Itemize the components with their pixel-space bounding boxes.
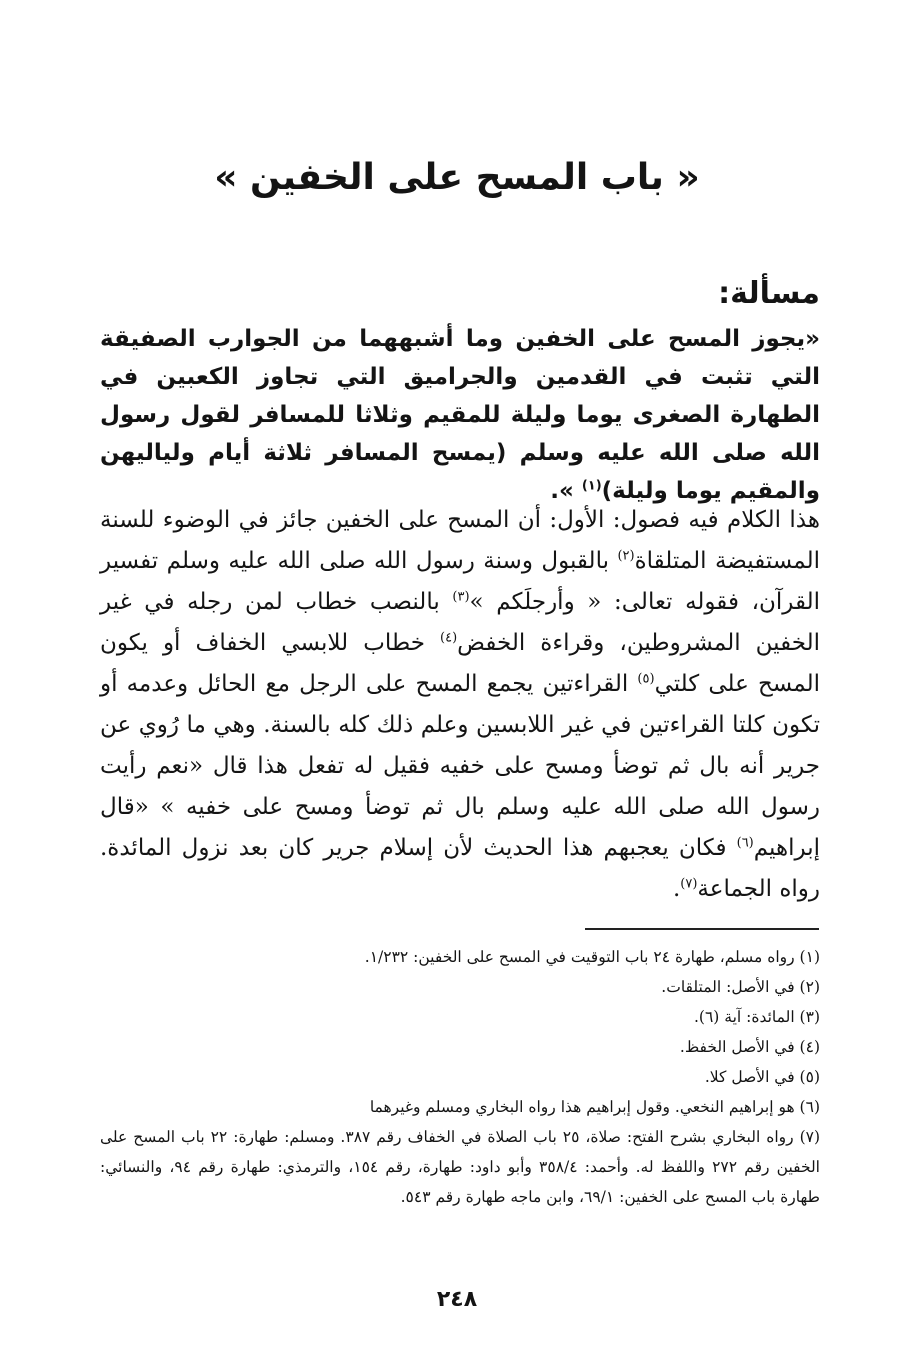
issue-label: مسألة: bbox=[718, 276, 820, 311]
footnote-ref: (٤) bbox=[440, 630, 458, 646]
chapter-title: « باب المسح على الخفين » bbox=[214, 157, 700, 198]
footnote-ref: (٦) bbox=[736, 835, 754, 851]
commentary-text: بالنصب خطاب لمن رجله في غير الخفين المشروطين، وقراءة الخفض bbox=[100, 589, 820, 656]
page-number: ٢٤٨ bbox=[436, 1287, 478, 1312]
footnote-item: (٢) في الأصل: المتلقات. bbox=[661, 978, 820, 996]
footnote-ref: (٢) bbox=[617, 548, 635, 564]
commentary-text: هذا الكلام فيه فصول: الأول: أن المسح على الخفين جائز في الوضوء للسنة المستفيضة المتلقاة bbox=[100, 507, 820, 574]
footnote-ref: (٣) bbox=[452, 589, 470, 605]
commentary-text: القراءتين يجمع المسح على الرجل مع الحائل وعدمه أو تكون كلتا القراءتين في غير اللابسين وعلم ذلك كله بالسنة. وهي ما رُوي عن جرير أنه بال ثم توضأ ومسح على خفيه فقيل له تفعل هذا قال «نعم رأيت رسول الله صلى الله عليه وسلم بال ثم توضأ ومسح على خفيه » «قال إبراهيم bbox=[100, 671, 820, 861]
main-text-body: «يجوز المسح على الخفين وما أشبههما من الجوارب الصفيقة التي تثبت في القدمين والجراميق التي تجاوز الكعبين في الطهارة الصغرى يوما وليلة للمقيم وثلاثا للمسافر لقول رسول الله صلى الله عليه وسلم (يمسح المسافر ثلاثة أيام ولياليهن والمقيم يوما وليلة) bbox=[100, 326, 820, 504]
footnotes-list bbox=[100, 942, 820, 1212]
footnote-item: (٤) في الأصل الخفظ. bbox=[679, 1038, 820, 1056]
footnote-item: (١) رواه مسلم، طهارة ٢٤ باب التوقيت في المسح على الخفين: ١/٢٣٢. bbox=[364, 948, 820, 966]
footnote-item: (٥) في الأصل كلا. bbox=[704, 1068, 820, 1086]
footnote-item: (٦) هو إبراهيم النخعي. وقول إبراهيم هذا رواه البخاري ومسلم وغيرهما bbox=[369, 1098, 820, 1116]
footnote-divider bbox=[585, 928, 819, 930]
footnote-ref: (٥) bbox=[637, 671, 655, 687]
footnote-item: (٧) رواه البخاري بشرح الفتح: صلاة، ٢٥ باب الصلاة في الخفاف رقم ٣٨٧. ومسلم: طهارة: ٢٢ باب المسح على الخفين رقم ٢٧٢ واللفظ له. وأحمد: ٣٥٨/٤ وأبو داود: طهارة، رقم ١٥٤، والترمذي: طهارة رقم ٩٤، والنسائي: طهارة باب المسح على الخفين: ٦٩/١، وابن ماجه طهارة رقم ٥٤٣. bbox=[100, 1128, 821, 1206]
commentary-text: بالقبول وسنة رسول الله صلى الله عليه وسلم تفسير القرآن، فقوله تعالى: « وأرجلَكم » bbox=[100, 548, 821, 615]
footnote-ref: (٧) bbox=[680, 876, 698, 892]
commentary-paragraph bbox=[100, 500, 820, 910]
commentary-text: فكان يعجبهم هذا الحديث لأن إسلام جرير كان بعد نزول المائدة. رواه الجماعة bbox=[100, 835, 820, 902]
commentary-text: . bbox=[672, 876, 681, 902]
footnote-item: (٣) المائدة: آية (٦). bbox=[693, 1008, 820, 1026]
main-text-tail: ». bbox=[550, 478, 582, 504]
commentary-text: خطاب للابسي الخفاف أو يكون المسح على كلتي bbox=[100, 630, 820, 697]
main-text-bold bbox=[100, 320, 820, 510]
footnote-ref: (١) bbox=[581, 478, 602, 494]
